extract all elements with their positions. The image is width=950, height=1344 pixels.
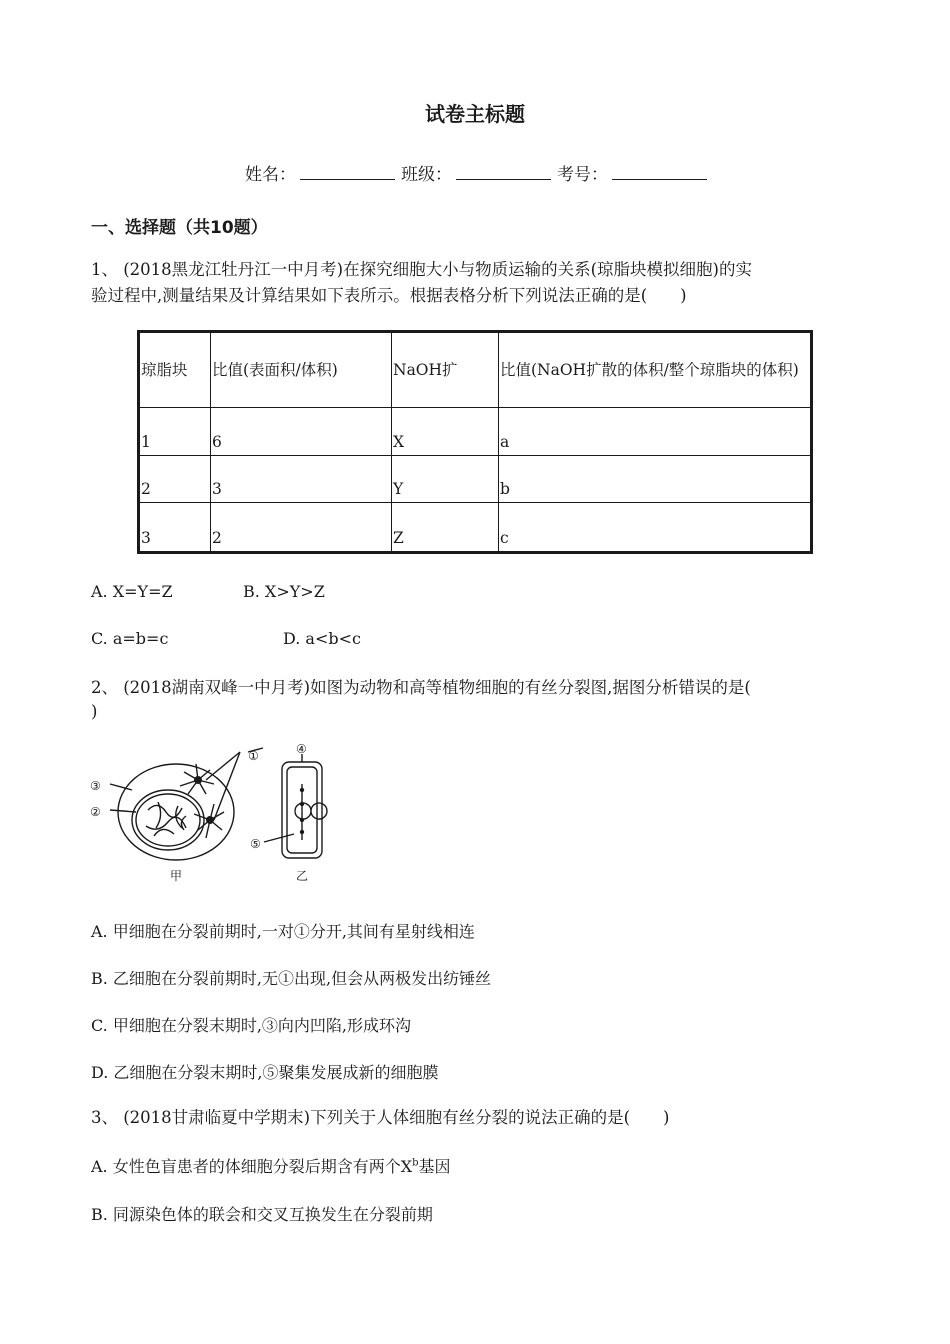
label-lines-2-3 [110,784,136,812]
table-header-cell: NaOH扩 [392,332,499,408]
table-cell: a [499,408,812,456]
q1-option-d[interactable]: D. a<b<c [283,629,361,648]
q3-option-a-text: A. 女性色盲患者的体细胞分裂后期含有两个X [91,1157,413,1176]
class-blank [456,165,551,180]
table-header-cell: 琼脂块 [139,332,211,408]
table-cell: 6 [211,408,392,456]
q2-stem-line1: 2、 (2018湖南双峰一中月考)如图为动物和高等植物细胞的有丝分裂图,据图分析错误的是( [91,678,751,697]
figure-caption-right: 乙 [296,869,309,883]
figure-caption-left: 甲 [170,869,183,883]
page-title: 试卷主标题 [425,102,525,126]
table-header-cell: 比值(表面积/体积) [211,332,392,408]
table-cell: 2 [211,503,392,553]
q1-stem-line2: 验过程中,测量结果及计算结果如下表所示。根据表格分析下列说法正确的是( ) [91,286,687,305]
nuclear-envelope-inner [136,794,200,846]
q3-option-a[interactable] [91,1154,451,1177]
student-info-line [245,160,713,185]
q3-option-a-sup: b [412,1157,419,1169]
q1-option-a[interactable]: A. X=Y=Z [91,582,173,601]
class-label: 班级： [401,165,452,185]
table-row [139,503,812,553]
figure-label-4: ④ [296,742,307,756]
q2-option-b[interactable]: B. 乙细胞在分裂前期时,无①出现,但会从两极发出纺锤丝 [91,969,492,988]
centriole-top [194,776,202,784]
table-cell: 2 [139,455,211,503]
q1-table [137,330,813,554]
vesicle [300,802,304,806]
chromosomes [146,802,186,836]
table-cell: X [392,408,499,456]
q2-option-a[interactable]: A. 甲细胞在分裂前期时,一对①分开,其间有星射线相连 [91,922,475,941]
q3-option-a-suffix: 基因 [418,1157,451,1176]
figure-label-1: ① [248,749,259,763]
table-header-cell: 比值(NaOH扩散的体积/整个琼脂块的体积) [499,332,812,408]
table-cell: Y [392,455,499,503]
q2-option-d[interactable]: D. 乙细胞在分裂末期时,⑤聚集发展成新的细胞膜 [91,1063,439,1082]
vesicle [300,788,304,792]
q3-option-b[interactable]: B. 同源染色体的联会和交叉互换发生在分裂前期 [91,1205,433,1224]
q1-option-b[interactable]: B. X>Y>Z [243,582,325,601]
name-label: 姓名： [245,165,296,185]
table-cell: b [499,455,812,503]
q2-option-c[interactable]: C. 甲细胞在分裂末期时,③向内凹陷,形成环沟 [91,1016,412,1035]
table-cell: 3 [211,455,392,503]
table-row [139,408,812,456]
figure-label-3: ③ [90,779,101,793]
table-row [139,455,812,503]
table-cell: 3 [139,503,211,553]
q2-stem-line2: ) [91,702,98,721]
q1-stem-line1: 1、 (2018黑龙江牡丹江一中月考)在探究细胞大小与物质运输的关系(琼脂块模拟细胞)的实 [91,260,752,279]
table-cell: 1 [139,408,211,456]
name-blank [300,165,395,180]
figure-label-5: ⑤ [250,837,261,851]
q1-option-c[interactable]: C. a=b=c [91,629,169,648]
q3-stem: 3、 (2018甘肃临夏中学期末)下列关于人体细胞有丝分裂的说法正确的是( ) [91,1108,670,1127]
animal-cell-nucleus [132,790,204,850]
number-blank [612,165,707,180]
table-cell: c [499,503,812,553]
vesicle [300,818,304,822]
table-header-row [139,332,812,408]
number-label: 考号： [557,165,608,185]
mitosis-figure [88,740,328,885]
figure-label-2: ② [90,805,101,819]
vesicle [300,830,304,834]
table-cell: Z [392,503,499,553]
section-heading: 一、选择题（共10题） [91,218,268,238]
centriole-bottom [206,816,214,824]
